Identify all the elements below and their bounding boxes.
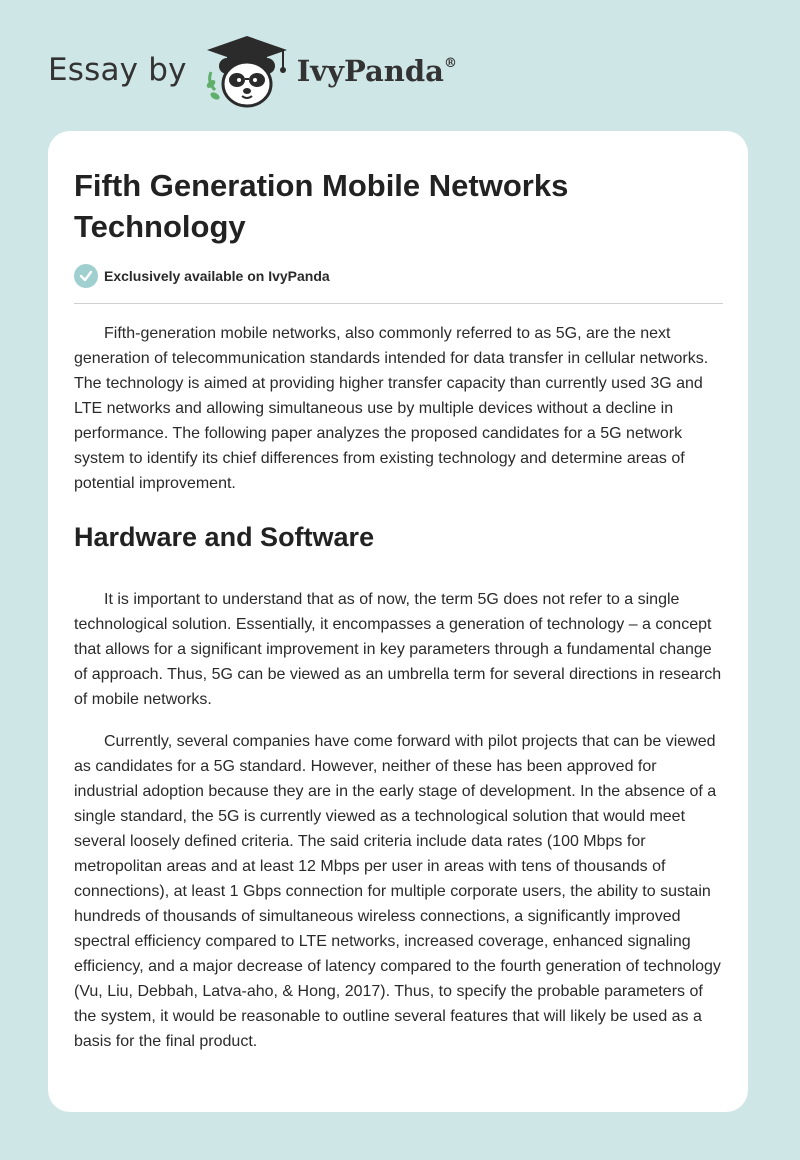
exclusive-badge <box>74 264 330 288</box>
intro-paragraph: Fifth-generation mobile networks, also commonly referred to as 5G, are the next generation of telecommunication standards intended for data transfer in cellular networks. The technology is aimed at providing higher transfer capacity than currently used 3G and LTE networks and allowing simultaneous use by multiple devices without a decline in performance. The following paper analyzes the proposed candidates for a 5G network system to identify its chief differences from existing technology and determine areas of potential improvement. <box>74 325 709 492</box>
essay-body <box>74 321 724 1071</box>
section-heading: Hardware and Software <box>74 522 375 552</box>
exclusive-label: Exclusively available on IvyPanda <box>104 268 330 284</box>
body-paragraph: It is important to understand that as of now, the term 5G does not refer to a single technological solution. Essentially, it encompasses a generation of technology – a concept that allows for a significant improvement in key parameters through a fundamental change of approach. Thus, 5G can be viewed as an umbrella term for several directions in research of mobile networks. <box>74 591 722 708</box>
divider <box>74 303 723 304</box>
check-icon <box>74 264 98 288</box>
brand-prefix: Essay by <box>48 52 187 88</box>
brand-logo[interactable] <box>48 36 457 108</box>
brand-name: IvyPanda® <box>296 54 457 88</box>
page-title: Fifth Generation Mobile Networks Technology <box>74 168 569 244</box>
panda-mascot-icon <box>201 34 293 110</box>
essay-card <box>48 131 748 1112</box>
body-paragraph: Currently, several companies have come forward with pilot projects that can be viewed as candidates for a 5G standard. However, neither of these has been approved for industrial adoption because they are in the early stage of development. In the absence of a single standard, the 5G is currently viewed as a technological solution that would meet several loosely defined criteria. The said criteria include data rates (100 Mbps for metropolitan areas and at least 12 Mbps per user in areas with tens of thousands of connections), at least 1 Gbps connection for multiple corporate users, the ability to sustain hundreds of thousands of simultaneous wireless connections, a significantly improved spectral efficiency compared to LTE networks, increased coverage, enhanced signaling efficiency, and a major decrease of latency compared to the fourth generation of technology (Vu, Liu, Debbah, Latva-aho, & Hong, 2017). Thus, to specify the probable parameters of the system, it would be reasonable to outline several features that will likely be used as a basis for the final product. <box>74 733 721 1050</box>
